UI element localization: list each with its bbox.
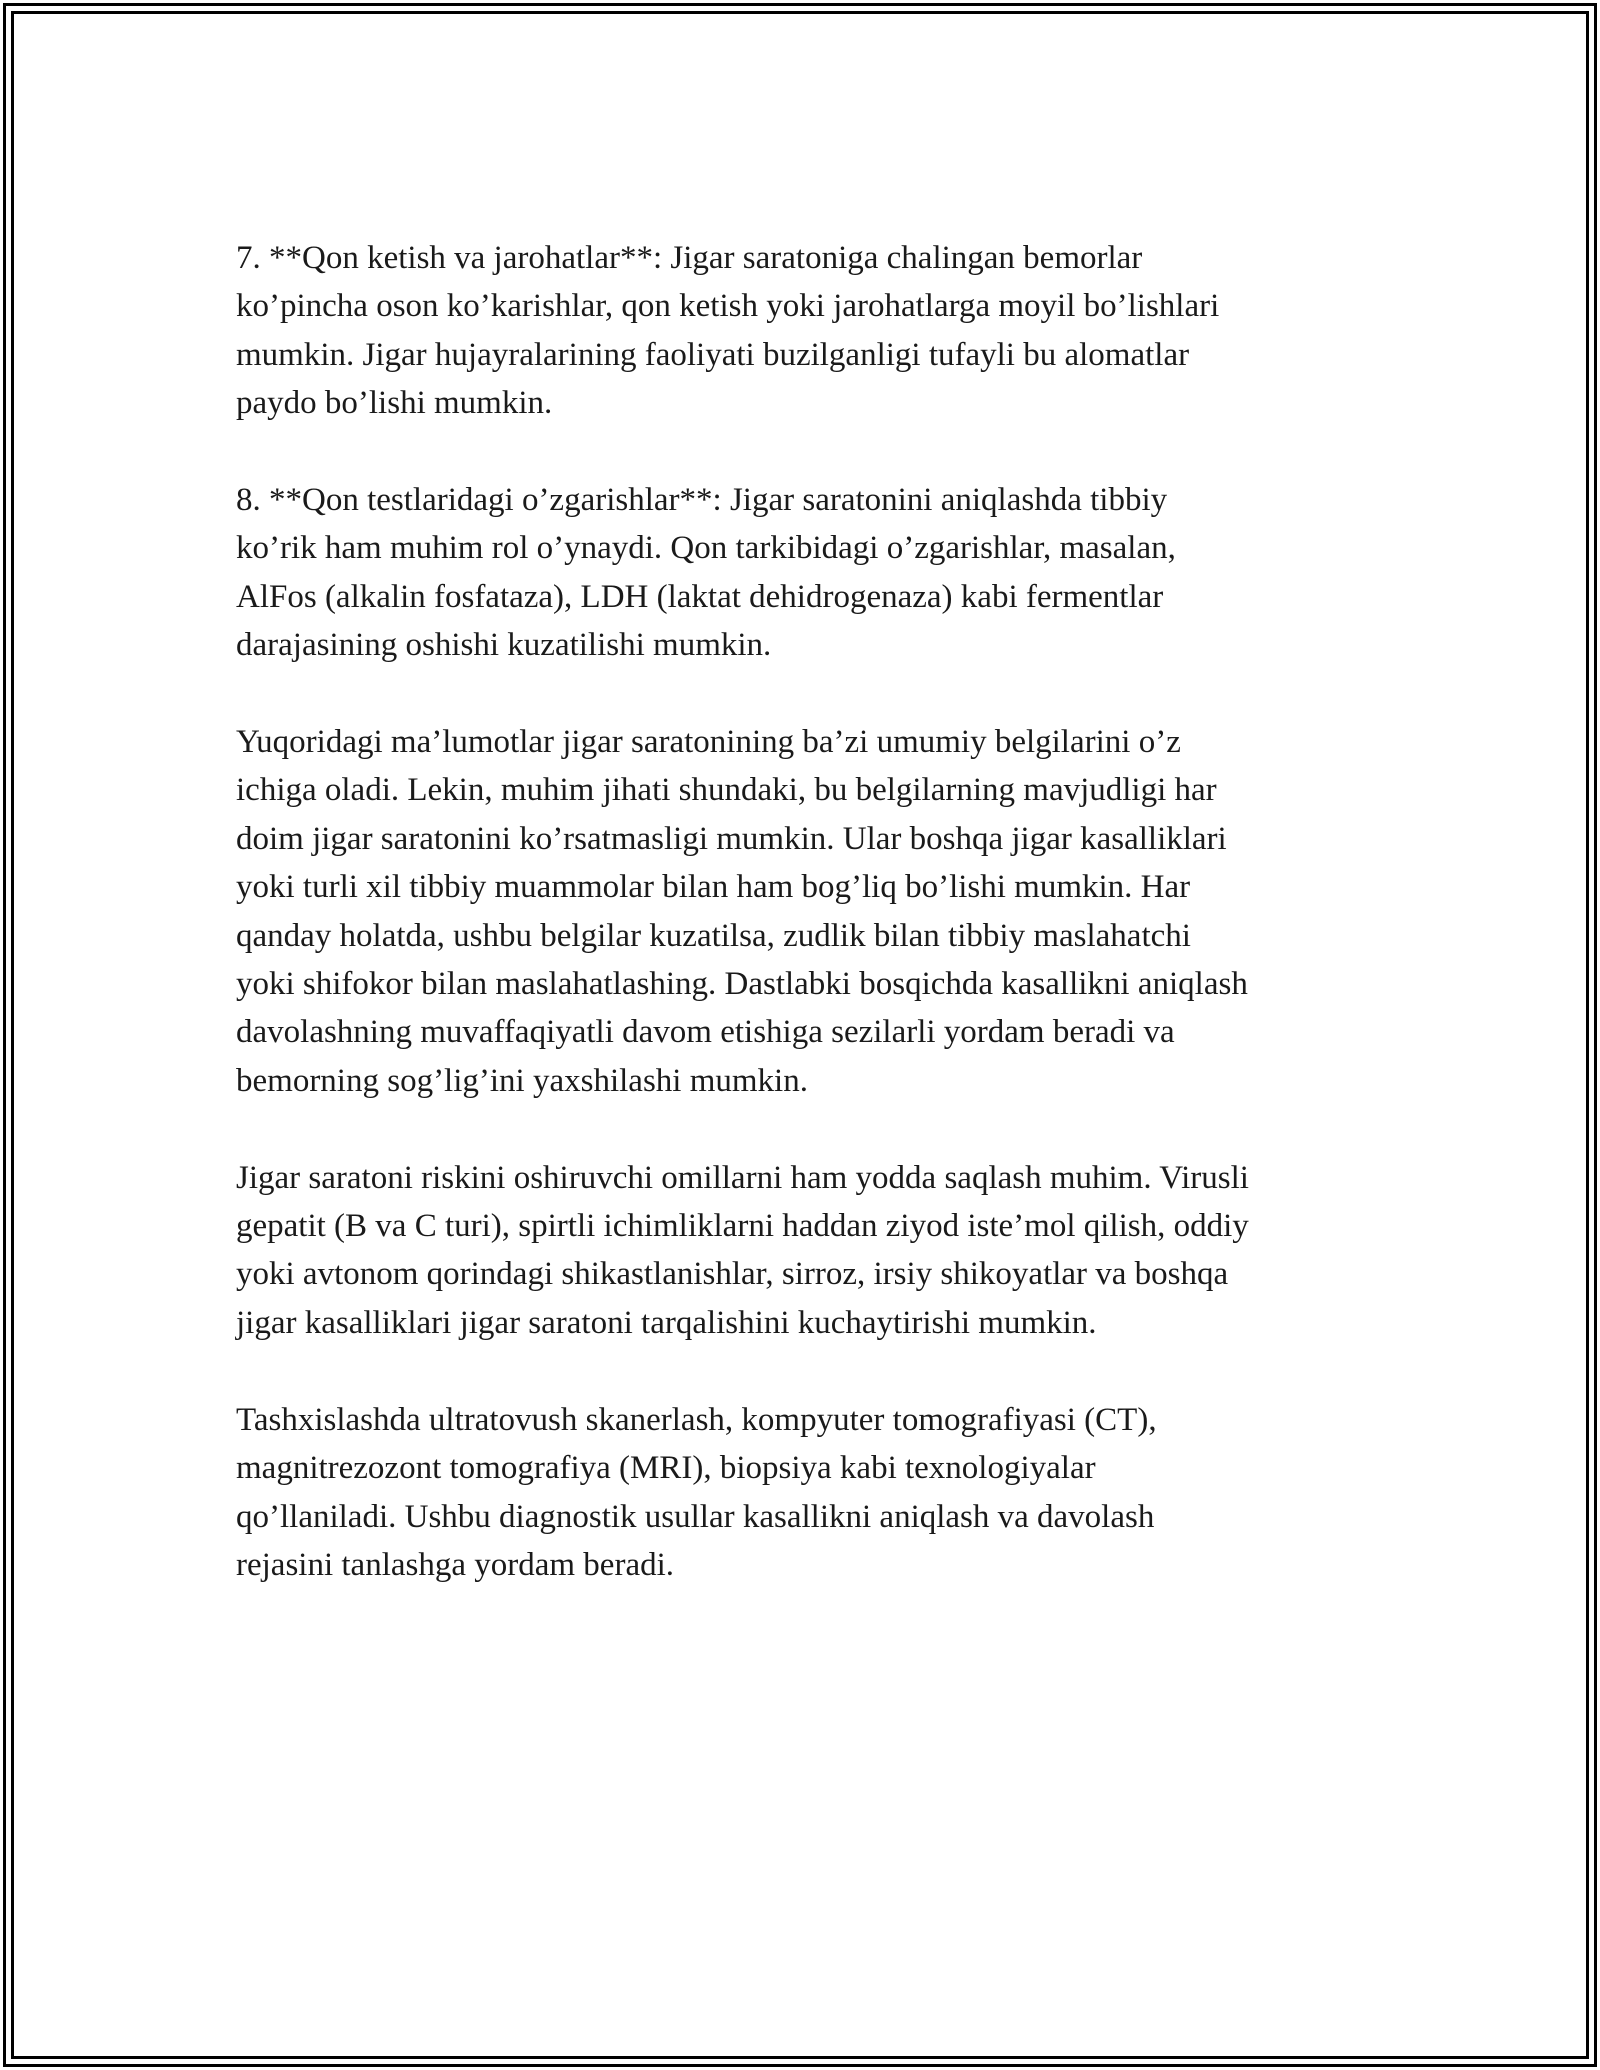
paragraph-blood-test-changes	[236, 476, 1376, 670]
paragraph-summary	[236, 718, 1376, 1105]
text-line: ko’rik ham muhim rol o’ynaydi. Qon tarkibidagi o’zgarishlar, masalan,	[236, 530, 1176, 567]
text-line: Tashxislashda ultratovush skanerlash, kompyuter tomografiyasi (CT),	[236, 1401, 1157, 1438]
text-line: davolashning muvaffaqiyatli davom etishiga sezilarli yordam beradi va	[236, 1014, 1175, 1051]
text-line: Jigar saratoni riskini oshiruvchi omillarni ham yodda saqlash muhim. Virusli	[236, 1159, 1249, 1196]
text-line: gepatit (B va C turi), spirtli ichimliklarni haddan ziyod iste’mol qilish, oddiy	[236, 1208, 1249, 1245]
paragraph-diagnostics	[236, 1396, 1376, 1590]
paragraph-risk-factors	[236, 1154, 1376, 1348]
text-line: darajasining oshishi kuzatilishi mumkin.	[236, 627, 772, 664]
text-line: AlFos (alkalin fosfataza), LDH (laktat dehidrogenaza) kabi fermentlar	[236, 578, 1164, 615]
text-line: yoki shifokor bilan maslahatlashing. Dastlabki bosqichda kasallikni aniqlash	[236, 966, 1248, 1003]
text-line: mumkin. Jigar hujayralarining faoliyati buzilganligi tufayli bu alomatlar	[236, 336, 1190, 373]
text-line: jigar kasalliklari jigar saratoni tarqalishini kuchaytirishi mumkin.	[236, 1304, 1097, 1341]
text-line: Yuqoridagi ma’lumotlar jigar saratonining ba’zi umumiy belgilarini o’z	[236, 724, 1181, 761]
text-line: qo’llaniladi. Ushbu diagnostik usullar kasallikni aniqlash va davolash	[236, 1498, 1155, 1535]
text-line: paydo bo’lishi mumkin.	[236, 385, 553, 422]
text-line: 7. **Qon ketish va jarohatlar**: Jigar saratoniga chalingan bemorlar	[236, 240, 1143, 276]
document-body	[236, 234, 1376, 1638]
text-line: ichiga oladi. Lekin, muhim jihati shundaki, bu belgilarning mavjudligi har	[236, 772, 1217, 809]
text-line: magnitrezozont tomografiya (MRI), biopsiya kabi texnologiyalar	[236, 1450, 1096, 1487]
text-line: yoki turli xil tibbiy muammolar bilan ham bog’liq bo’lishi mumkin. Har	[236, 869, 1191, 906]
paragraph-bleeding-and-bruising	[236, 234, 1376, 428]
text-line: ko’pincha oson ko’karishlar, qon ketish yoki jarohatlarga moyil bo’lishlari	[236, 288, 1220, 325]
text-line: yoki avtonom qorindagi shikastlanishlar, sirroz, irsiy shikoyatlar va boshqa	[236, 1256, 1229, 1293]
text-line: doim jigar saratonini ko’rsatmasligi mumkin. Ular boshqa jigar kasalliklari	[236, 820, 1227, 857]
text-line: rejasini tanlashga yordam beradi.	[236, 1546, 675, 1583]
text-line: qanday holatda, ushbu belgilar kuzatilsa, zudlik bilan tibbiy maslahatchi	[236, 917, 1191, 954]
text-line: bemorning sog’lig’ini yaxshilashi mumkin.	[236, 1062, 808, 1099]
text-line: 8. **Qon testlaridagi o’zgarishlar**: Jigar saratonini aniqlashda tibbiy	[236, 482, 1168, 519]
